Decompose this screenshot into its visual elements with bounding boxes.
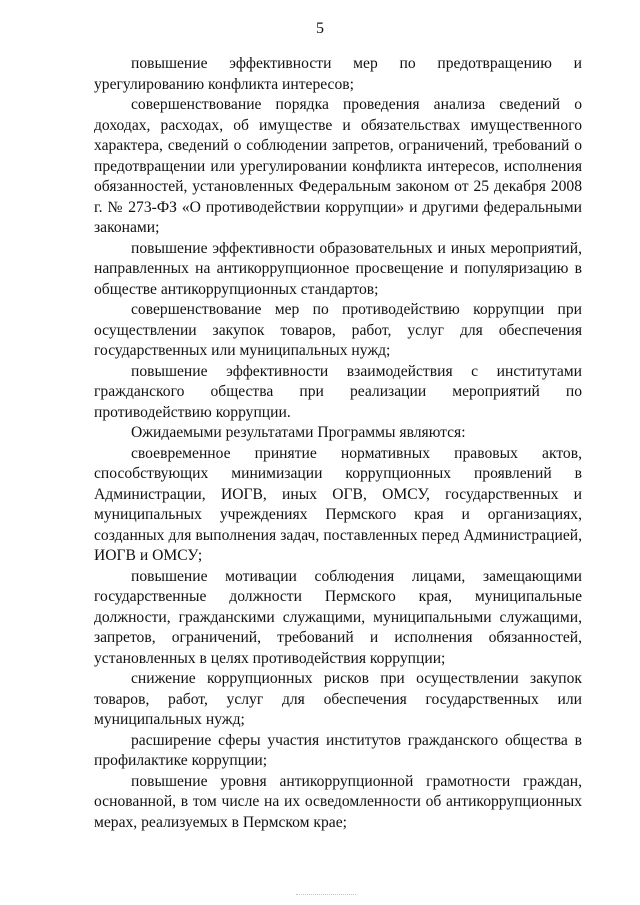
paragraph-2: совершенствование порядка проведения анализа сведений о доходах, расходах, об имуществе и обязательствах имущественного характера, сведений о соблюдении запретов, ограничений, требований о предотвращении или урегулировании конфликта интересов, исполнения обязанностей, установленных Федеральным законом от 25 декабря 2008 г. № 273-ФЗ «О противодействии коррупции» и другими федеральными законами; bbox=[94, 96, 582, 236]
paragraph-4: совершенствование мер по противодействию коррупции при осуществлении закупок товаров, работ, услуг для обеспечения государственных или муниципальных нужд; bbox=[94, 301, 582, 359]
page-number: 5 bbox=[316, 20, 324, 37]
paragraph-3: повышение эффективности образовательных и иных мероприятий, направленных на антикоррупционное просвещение и популяризацию в обществе антикоррупционных стандартов; bbox=[94, 239, 582, 298]
document-body bbox=[94, 54, 582, 833]
paragraph-1: повышение эффективности мер по предотвращению и урегулированию конфликта интересов; bbox=[94, 55, 582, 93]
paragraph-7: своевременное принятие нормативных правовых актов, способствующих минимизации коррупционных проявлений в Администрации, ИОГВ, иных ОГВ, ОМСУ, государственных и муниципальных учреждениях Пермского края и организациях, созданных для выполнения задач, поставленных перед Администрацией, ИОГВ и ОМСУ; bbox=[94, 444, 582, 564]
paragraph-5: повышение эффективности взаимодействия с институтами гражданского общества при реализации мероприятий по противодействию коррупции. bbox=[94, 362, 582, 421]
scan-artifact-mark bbox=[296, 894, 356, 901]
paragraph-6: Ожидаемыми результатами Программы являются: bbox=[131, 424, 466, 441]
paragraph-10: расширение сферы участия институтов гражданского общества в профилактике коррупции; bbox=[94, 731, 582, 769]
paragraph-11: повышение уровня антикоррупционной грамотности граждан, основанной, в том числе на их осведомленности об антикоррупционных мерах, реализуемых в Пермском крае; bbox=[94, 772, 582, 831]
paragraph-8: повышение мотивации соблюдения лицами, замещающими государственные должности Пермского края, муниципальные должности, гражданскими служащими, муниципальными служащими, запретов, ограничений, требований и исполнения обязанностей, установленных в целях противодействия коррупции; bbox=[94, 567, 582, 667]
paragraph-9: снижение коррупционных рисков при осуществлении закупок товаров, работ, услуг для обеспечения государственных или муниципальных нужд; bbox=[94, 670, 582, 728]
